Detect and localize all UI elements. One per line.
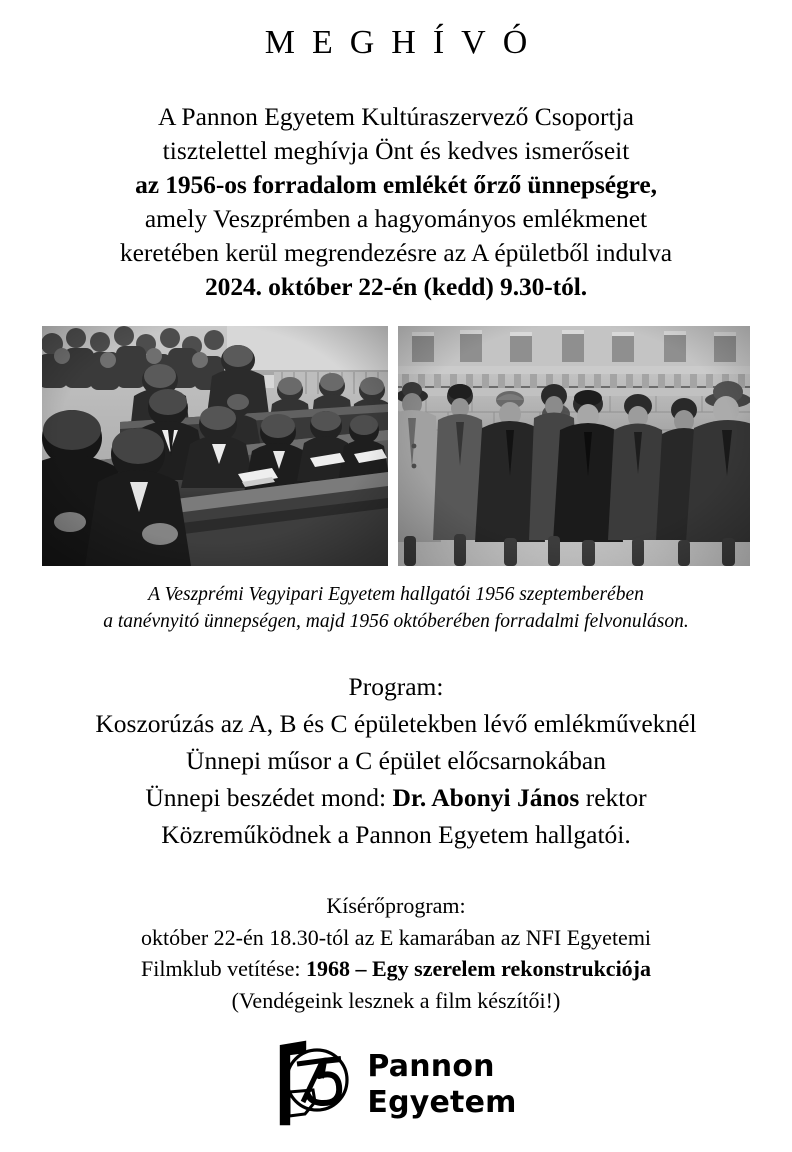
side-program-heading: Kísérőprogram: [326, 893, 466, 918]
logo-wordmark [367, 1049, 516, 1121]
side-program-line-1: október 22-én 18.30-tól az E kamarában az NFI Egyetemi [140, 924, 652, 950]
caption-line-2: a tanévnyitó ünnepségen, majd 1956 októberében forradalmi felvonuláson. [103, 611, 689, 632]
program-item-performers: Közreműködnek a Pannon Egyetem hallgatói. [161, 820, 631, 849]
program-speaker-name: Dr. Abonyi János [392, 783, 580, 812]
photo-revolutionary-march [398, 326, 750, 566]
pannon-egyetem-logo [0, 1040, 792, 1130]
pannon-75-anniversary-icon [275, 1040, 353, 1130]
logo-word-line-2: Egyetem [367, 1085, 517, 1120]
logo-word-line-1: Pannon [367, 1049, 495, 1084]
program-speech-suffix: rektor [579, 783, 647, 812]
side-program-block [46, 890, 746, 1016]
side-program-screening-prefix: Filmklub vetítése: [140, 956, 306, 981]
photo-row [42, 326, 750, 566]
side-program-film-line [46, 953, 746, 985]
page-title: MEGHÍVÓ [264, 24, 545, 61]
program-item-speech [36, 779, 756, 816]
intro-line-1: A Pannon Egyetem Kultúraszervező Csoportja [158, 102, 634, 131]
program-block [36, 668, 756, 853]
intro-event-name: az 1956-os forradalom emlékét őrző ünnepségre, [135, 170, 657, 199]
intro-line-4: amely Veszprémben a hagyományos emlékmenet [144, 204, 648, 233]
photo-lecture-hall [42, 326, 388, 566]
caption-line-1: A Veszprémi Vegyipari Egyetem hallgatói 1956 szeptemberében [148, 584, 644, 605]
program-heading: Program: [348, 672, 444, 701]
program-item-wreath-laying: Koszorúzás az A, B és C épületekben lévő emlékműveknél [95, 709, 697, 738]
intro-event-date: 2024. október 22-én (kedd) 9.30-tól. [205, 272, 587, 301]
invitation-intro-block [46, 100, 746, 304]
side-program-note: (Vendégeink lesznek a film készítői!) [231, 987, 561, 1013]
program-item-ceremony: Ünnepi műsor a C épület előcsarnokában [186, 746, 606, 775]
side-program-film-title: 1968 – Egy szerelem rekonstrukciója [305, 956, 652, 981]
program-speech-prefix: Ünnepi beszédet mond: [145, 783, 393, 812]
intro-line-5: keretében kerül megrendezésre az A épületből indulva [119, 238, 673, 267]
intro-line-2: tisztelettel meghívja Önt és kedves ismerőseit [162, 136, 630, 165]
photo-caption [46, 581, 746, 635]
